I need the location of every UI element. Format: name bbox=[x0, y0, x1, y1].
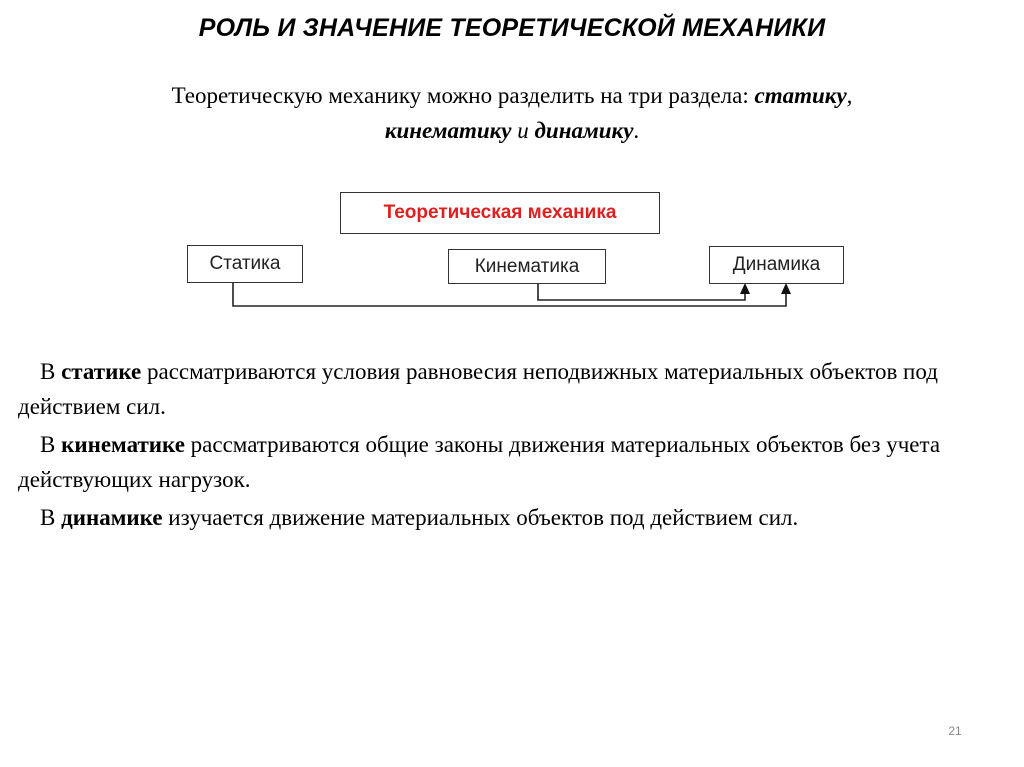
paragraph-rest: рассматриваются общие законы движения материальных объектов без учета действующих нагрузок. bbox=[18, 432, 941, 492]
intro-statics: статику bbox=[754, 83, 847, 108]
intro-and: и bbox=[511, 118, 535, 143]
paragraph-term: динамике bbox=[61, 505, 163, 530]
intro-text bbox=[40, 78, 984, 148]
page-number: 21 bbox=[948, 724, 962, 738]
intro-period: . bbox=[633, 118, 640, 143]
paragraph-prefix: В bbox=[40, 359, 62, 384]
arrowhead-statics-dynamics bbox=[781, 283, 791, 294]
paragraph-prefix: В bbox=[40, 505, 62, 530]
intro-dynamics: динамику bbox=[534, 118, 634, 143]
paragraph-kinematics bbox=[18, 427, 1003, 497]
connector-statics-dynamics bbox=[233, 283, 786, 306]
paragraph-rest: рассматриваются условия равновесия неподвижных материальных объектов под действием сил. bbox=[18, 359, 938, 419]
arrowhead-kinematics-dynamics bbox=[740, 283, 750, 294]
intro-comma: , bbox=[846, 83, 853, 108]
connector-kinematics-dynamics bbox=[538, 284, 745, 300]
paragraph-rest: изучается движение материальных объектов под действием сил. bbox=[162, 505, 799, 530]
paragraph-term: кинематике bbox=[61, 432, 185, 457]
diagram-root-box: Теоретическая механика bbox=[340, 192, 660, 234]
intro-kinematics: кинематику bbox=[384, 118, 512, 143]
paragraph-prefix: В bbox=[40, 432, 62, 457]
diagram-kinematics-box: Кинематика bbox=[448, 249, 606, 284]
diagram-dynamics-box: Динамика bbox=[709, 246, 844, 284]
intro-lead: Теоретическую механику можно разделить на три раздела: bbox=[171, 83, 755, 108]
paragraph-term: статике bbox=[61, 359, 142, 384]
slide-title: РОЛЬ И ЗНАЧЕНИЕ ТЕОРЕТИЧЕСКОЙ МЕХАНИКИ bbox=[198, 14, 826, 42]
paragraph-dynamics bbox=[18, 500, 1003, 535]
definitions bbox=[18, 354, 1003, 538]
diagram-statics-box: Статика bbox=[187, 245, 303, 283]
paragraph-statics bbox=[18, 354, 1003, 424]
